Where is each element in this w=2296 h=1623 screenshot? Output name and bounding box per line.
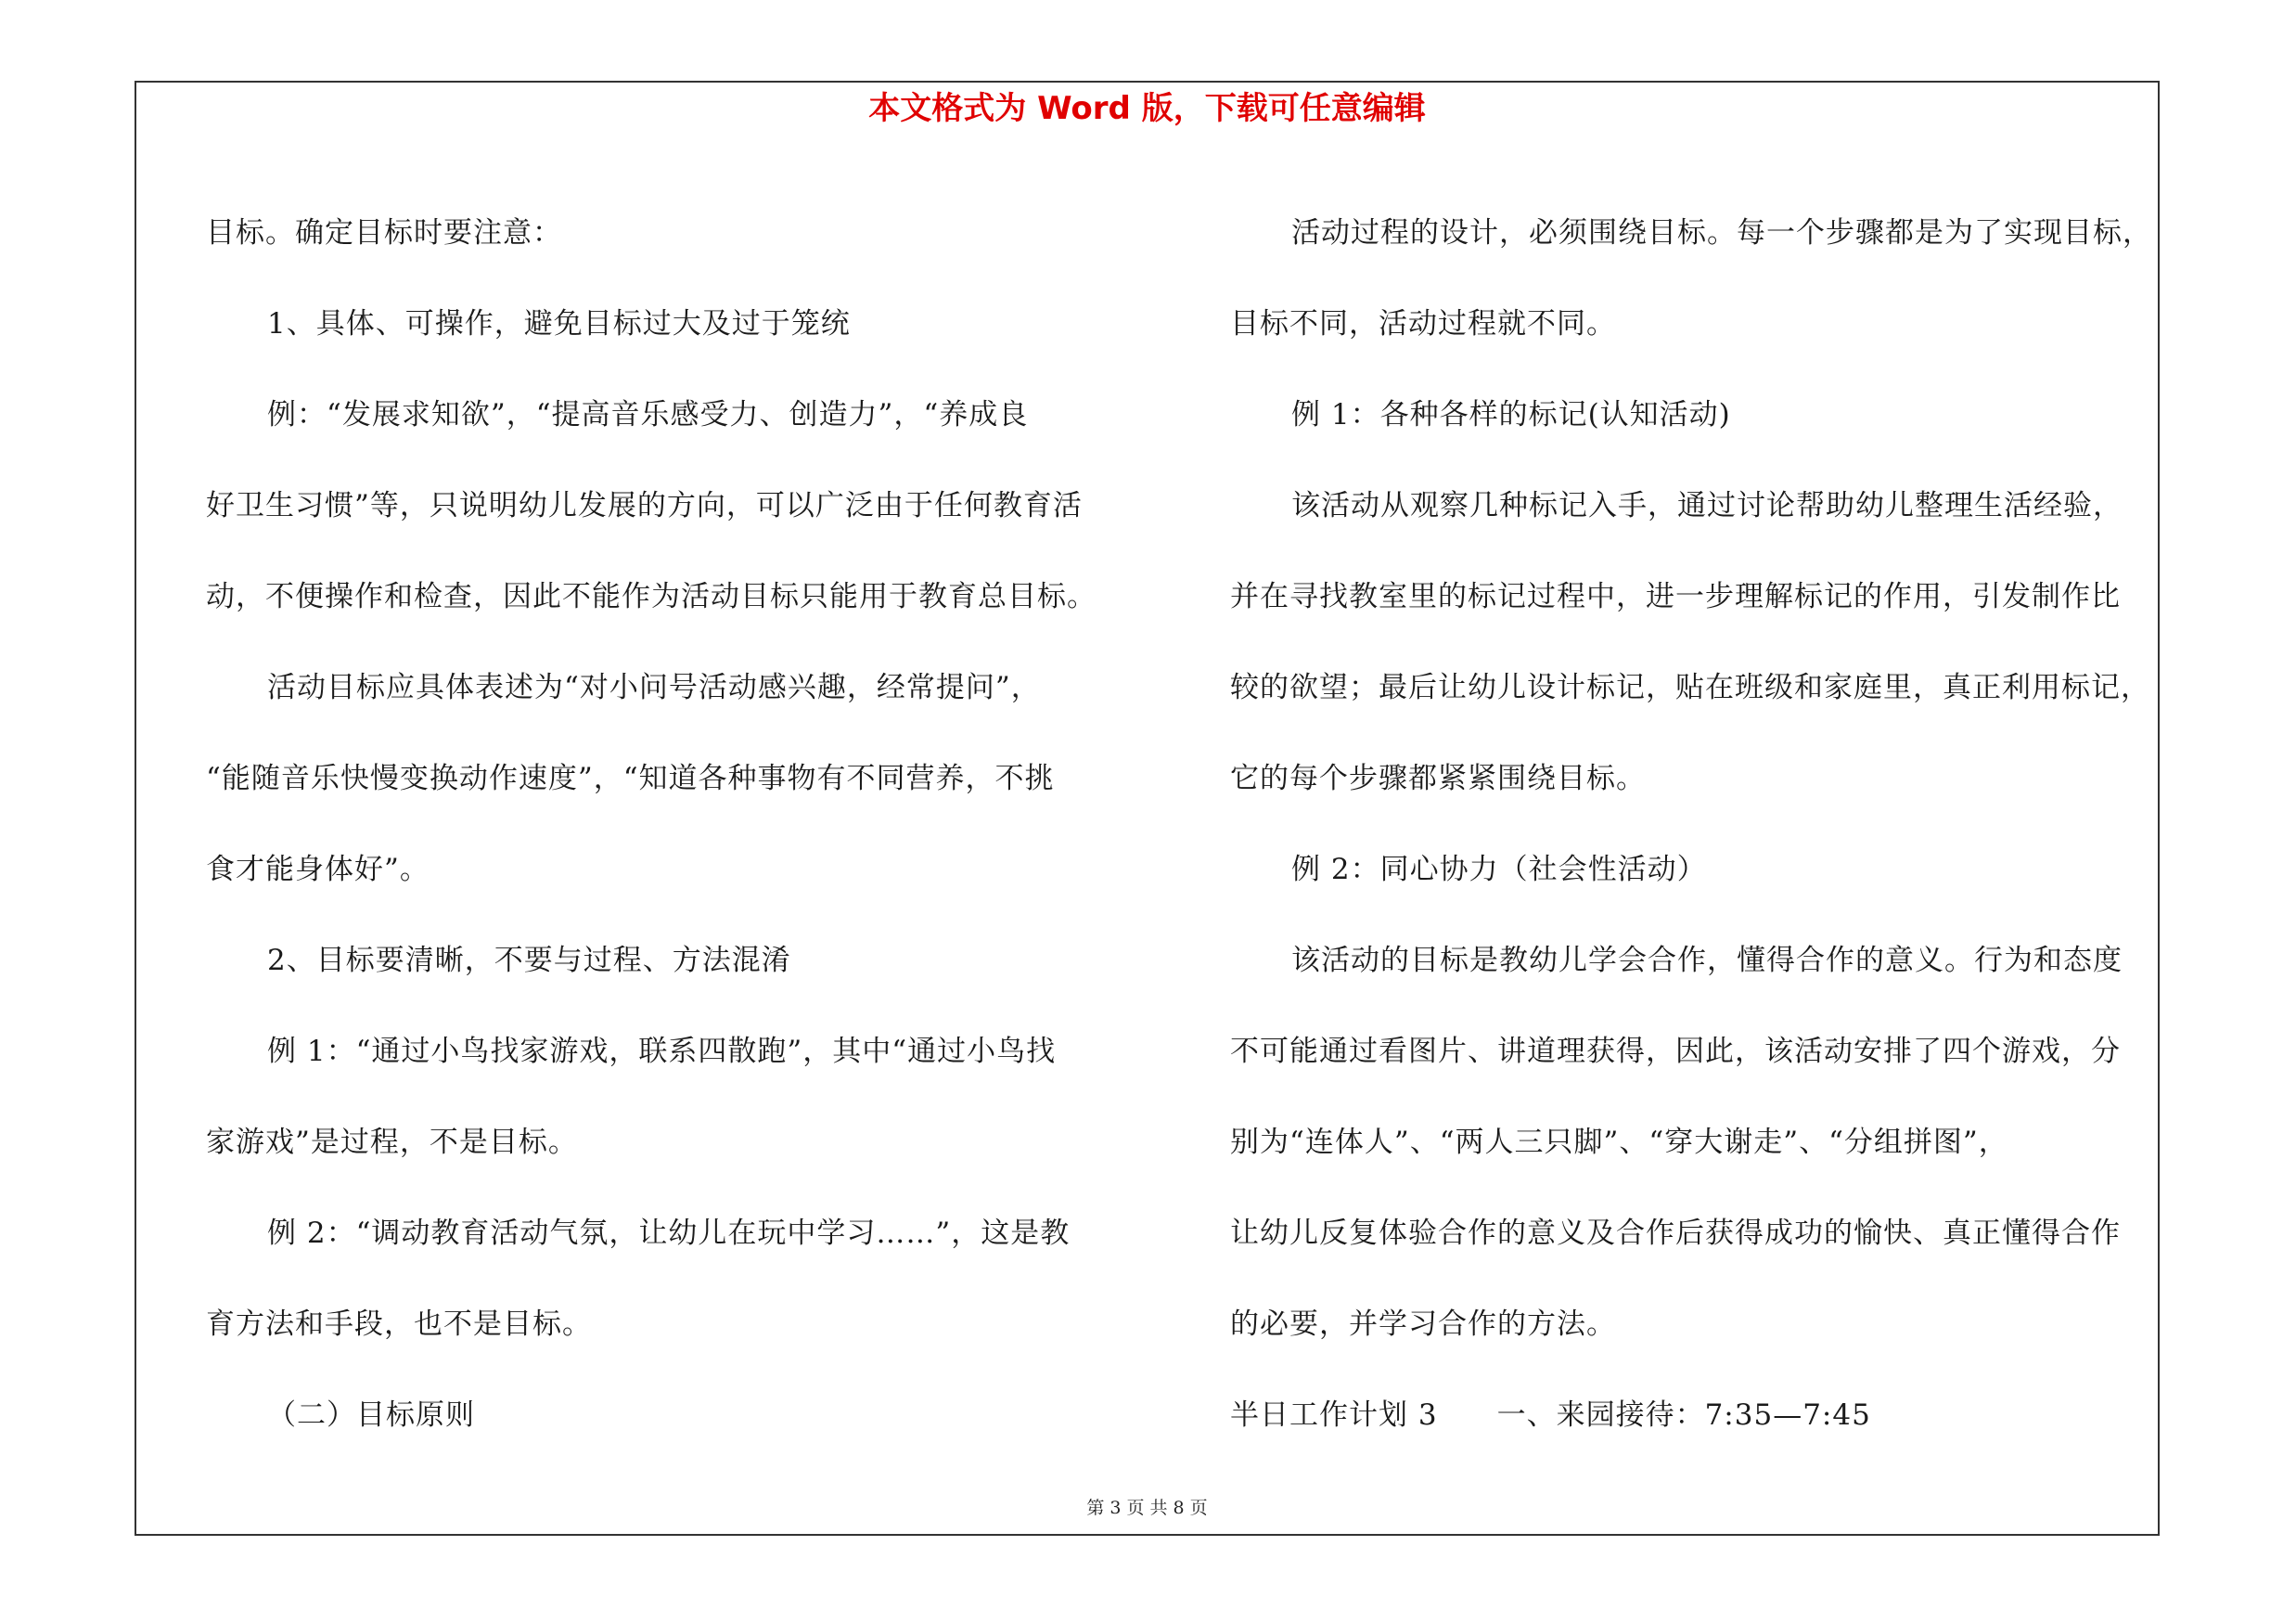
text-line: 1、具体、可操作，避免目标过大及过于笼统 [267,307,851,341]
text-line: 的必要，并学习合作的方法。 [1230,1307,1616,1341]
text-line: 该活动从观察几种标记入手，通过讨论帮助幼儿整理生活经验， [1291,489,2123,522]
text-line: 目标不同，活动过程就不同。 [1230,307,1616,341]
text-line: “能随音乐快慢变换动作速度”，“知道各种事物有不同营养，不挑 [206,762,1055,795]
text-line: 并在寻找教室里的标记过程中，进一步理解标记的作用，引发制作比 [1230,580,2121,613]
text-line: 动，不便操作和检查，因此不能作为活动目标只能用于教育总目标。 [206,580,1097,613]
text-line: 较的欲望；最后让幼儿设计标记，贴在班级和家庭里，真正利用标记， [1230,671,2150,704]
text-line: 活动过程的设计，必须围绕目标。每一个步骤都是为了实现目标， [1291,216,2152,250]
text-line: 例 1：各种各样的标记(认知活动) [1291,398,1731,432]
text-line: 别为“连体人”、“两人三只脚”、“穿大谢走”、“分组拼图”， [1230,1126,2008,1159]
text-line: 家游戏”是过程，不是目标。 [206,1126,578,1159]
text-line: 例：“发展求知欲”，“提高音乐感受力、创造力”，“养成良 [267,398,1029,432]
text-line: 不可能通过看图片、讲道理获得，因此，该活动安排了四个游戏，分 [1230,1035,2121,1068]
text-line: 目标。确定目标时要注意： [206,216,562,250]
text-line: 例 1：“通过小鸟找家游戏，联系四散跑”，其中“通过小鸟找 [267,1035,1057,1068]
text-line: 育方法和手段，也不是目标。 [206,1307,592,1341]
text-line: 例 2：“调动教育活动气氛，让幼儿在玩中学习……”，这是教 [267,1217,1071,1250]
word-format-banner: 本文格式为 Word 版，下载可任意编辑 [868,90,1426,127]
section-heading: 半日工作计划 3 一、来园接待：7:35—7:45 [1230,1398,1871,1432]
left-column [206,187,1152,1461]
text-line: 例 2：同心协力（社会性活动） [1291,853,1707,886]
page-number: 第 3 页 共 8 页 [1086,1498,1208,1518]
text-line: 好卫生习惯”等，只说明幼儿发展的方向，可以广泛由于任何教育活 [206,489,1083,522]
right-column [1230,187,2167,1461]
text-line: 该活动的目标是教幼儿学会合作，懂得合作的意义。行为和态度 [1291,944,2123,977]
text-line: 让幼儿反复体验合作的意义及合作后获得成功的愉快、真正懂得合作 [1230,1217,2121,1250]
text-line: 2、目标要清晰，不要与过程、方法混淆 [267,944,791,977]
text-line: 它的每个步骤都紧紧围绕目标。 [1230,762,1646,795]
section-heading: （二）目标原则 [267,1398,475,1432]
text-line: 活动目标应具体表述为“对小问号活动感兴趣，经常提问”， [267,671,1041,704]
text-line: 食才能身体好”。 [206,853,430,886]
